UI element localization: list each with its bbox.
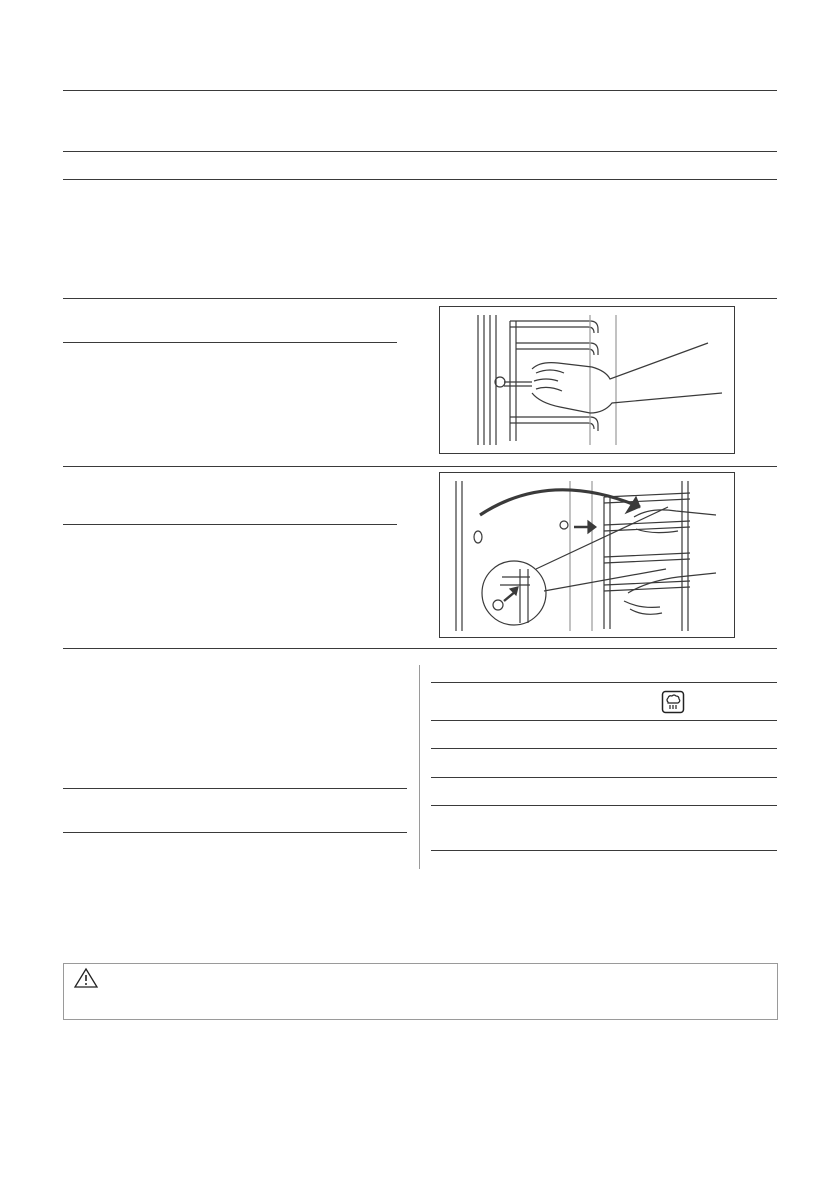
table-rule-6 xyxy=(431,850,777,851)
figure-lift-rail-from-pins xyxy=(439,472,735,638)
section-rule-subtitle xyxy=(63,179,777,180)
figure-push-rail-release xyxy=(439,306,735,454)
section-rule-title xyxy=(63,151,777,152)
left-rule-1 xyxy=(63,788,407,789)
step-1-rule xyxy=(63,298,777,299)
steam-cleaning-icon xyxy=(661,690,685,714)
section-rule-top xyxy=(63,90,777,91)
table-rule-1 xyxy=(431,682,777,683)
step-2-rule xyxy=(63,466,777,467)
left-rule-2 xyxy=(63,832,407,833)
table-rule-3 xyxy=(431,748,777,749)
table-rule-2 xyxy=(431,720,777,721)
table-rule-5 xyxy=(431,805,777,806)
oven-rail-removal-drawing xyxy=(440,473,734,637)
warning-box xyxy=(63,963,778,1020)
table-rule-4 xyxy=(431,777,777,778)
column-divider xyxy=(419,665,420,869)
step-1-text-rule xyxy=(63,342,397,343)
section-rule-lower xyxy=(63,648,777,649)
step-2-text-rule xyxy=(63,524,397,525)
warning-triangle-icon xyxy=(73,967,99,989)
oven-shelf-support-drawing xyxy=(440,307,734,453)
